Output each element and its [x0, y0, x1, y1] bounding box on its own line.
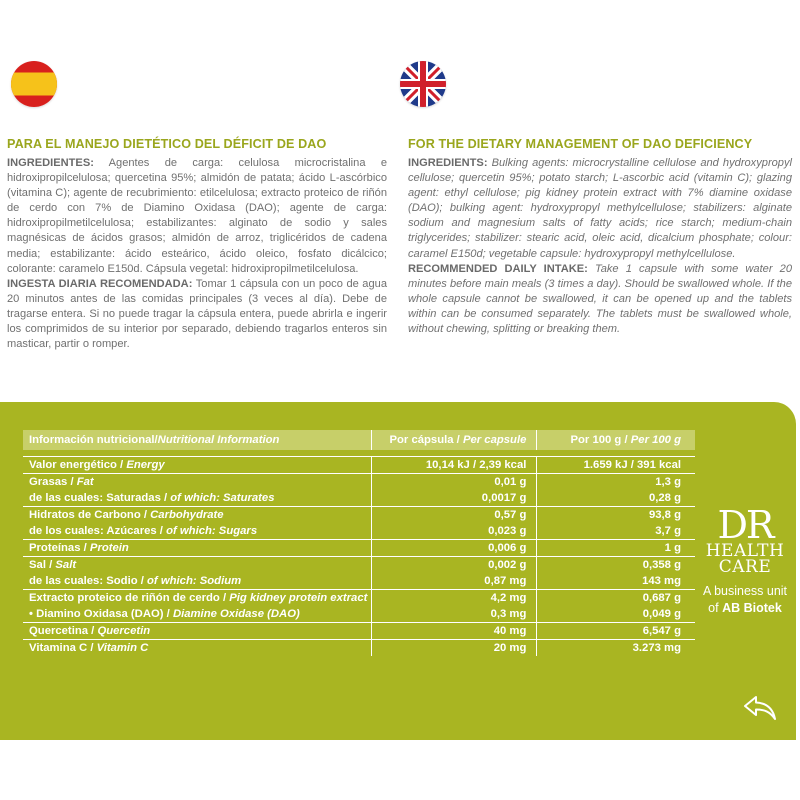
table-row: de las cuales: Sodio / of which: Sodium 0,87 mg 143 mg: [23, 573, 695, 590]
table-row: de las cuales: Saturadas / of which: Saturates 0,0017 g 0,28 g: [23, 490, 695, 507]
spanish-section: [7, 137, 387, 352]
table-row: de los cuales: Azúcares / of which: Sugars 0,023 g 3,7 g: [23, 523, 695, 540]
table-row: Quercetina / Quercetin 40 mg 6,547 g: [23, 623, 695, 640]
spanish-ingredients-text: Agentes de carga: celulosa microcristalina e hidroxipropilcelulosa; quercetina 95%; almidón de patata; ácido L-ascórbico (vitamina C); agente de recubrimiento: etilcelulosa; extracto proteico de riñón de cerdo con 7% de Diamino Oxidasa (DAO); agente de carga: hidroxipropilmetilcelulosa; estabilizantes: alginato de sodio y sales magnésicas de ácidos grasos; almidón de arroz, triglicéridos de cadena media; estabilizante: ácido esteárico, ácido oleico, fosfato dicálcico; colorante: caramelo E150d. Cápsula vegetal: hidroxipropilmetilcelulosa.: [7, 157, 387, 275]
spanish-ingredients-label: INGREDIENTES:: [7, 157, 94, 169]
table-row: Grasas / Fat 0,01 g 1,3 g: [23, 474, 695, 491]
nutrition-table-header: [23, 430, 695, 450]
table-row: Extracto proteico de riñón de cerdo / Pig kidney protein extract 4,2 mg 0,687 g: [23, 590, 695, 607]
logo-company: of AB Biotek: [708, 601, 782, 615]
english-ingredients-label: INGREDIENTS:: [408, 157, 488, 169]
english-section: [408, 137, 792, 337]
header-per-100g: Por 100 g / Per 100 g: [537, 430, 695, 450]
spanish-ingredients: [7, 156, 387, 277]
logo-health: HEALTH: [705, 541, 785, 561]
english-intake-label: RECOMMENDED DAILY INTAKE:: [408, 262, 588, 275]
logo-business-unit: A business unit: [702, 584, 788, 598]
dr-healthcare-logo: [700, 503, 790, 616]
logo-mark: DR: [717, 503, 773, 547]
spanish-intake-text: Tomar 1 cápsula con un poco de agua 20 minutos antes de las comidas principales (3 veces al día). Debe de tragarse entera. Si no puede tragar la cápsula entera, puede abrirla e ingerir los comprimidos de su interior por separado, debiendo tragarlos enteros sin masticar, partir o romper.: [7, 277, 387, 351]
table-row: Vitamina C / Vitamin C 20 mg 3.273 mg: [23, 640, 695, 657]
english-intake-text: Take 1 capsule with some water 20 minutes before main meals (3 times a day). Should be swallowed whole. If the whole capsule cannot be swallowed, it can be opened up and the tablets within can be consumed separately. The tablets must be swallowed whole, without chewing, splitting or breaking them.: [408, 262, 792, 336]
nutrition-table: [23, 430, 695, 656]
table-row: Hidratos de Carbono / Carbohydrate 0,57 g 93,8 g: [23, 507, 695, 524]
table-row: • Diamino Oxidasa (DAO) / Diamine Oxidase (DAO) 0,3 mg 0,049 g: [23, 606, 695, 623]
table-row: Sal / Salt 0,002 g 0,358 g: [23, 557, 695, 574]
back-arrow-icon[interactable]: [742, 694, 778, 722]
english-title: FOR THE DIETARY MANAGEMENT OF DAO DEFICIENCY: [408, 137, 753, 151]
header-nutritional-info: Información nutricional/Nutritional Information: [23, 430, 372, 450]
english-ingredients: [408, 156, 792, 262]
nutrition-panel: [0, 402, 796, 740]
english-ingredients-text: Bulking agents: microcrystalline cellulose and hydroxypropyl cellulose; quercetin 95%; potato starch; L-ascorbic acid (vitamin C); glazing agent: ethyl cellulose; pig kidney protein extract with 7% diamine oxidase (DAO); bulking agent: hydroxypropyl methylcellulose; stabilizers: alginate sodium and magnesium salts of fatty acids; rice starch; medium-chain triglycerides; stabilizer: stearic acid, oleic acid, dicalcium phosphate; colour: caramel E150d; vegetable capsule: hydroxypropyl methylcellulose.: [408, 157, 792, 260]
header-per-capsule: Por cápsula / Per capsule: [372, 430, 537, 450]
spanish-intake: [7, 277, 387, 352]
spanish-title: PARA EL MANEJO DIETÉTICO DEL DÉFICIT DE DAO: [7, 137, 327, 151]
spanish-intake-label: INGESTA DIARIA RECOMENDADA:: [7, 277, 193, 290]
logo-care: CARE: [718, 557, 772, 577]
spain-flag-icon: [11, 61, 57, 107]
uk-flag-icon: [400, 61, 446, 107]
english-intake: [408, 262, 792, 337]
table-row: Proteínas / Protein 0,006 g 1 g: [23, 540, 695, 557]
table-row: Valor energético / Energy 10,14 kJ / 2,39 kcal 1.659 kJ / 391 kcal: [23, 457, 695, 474]
